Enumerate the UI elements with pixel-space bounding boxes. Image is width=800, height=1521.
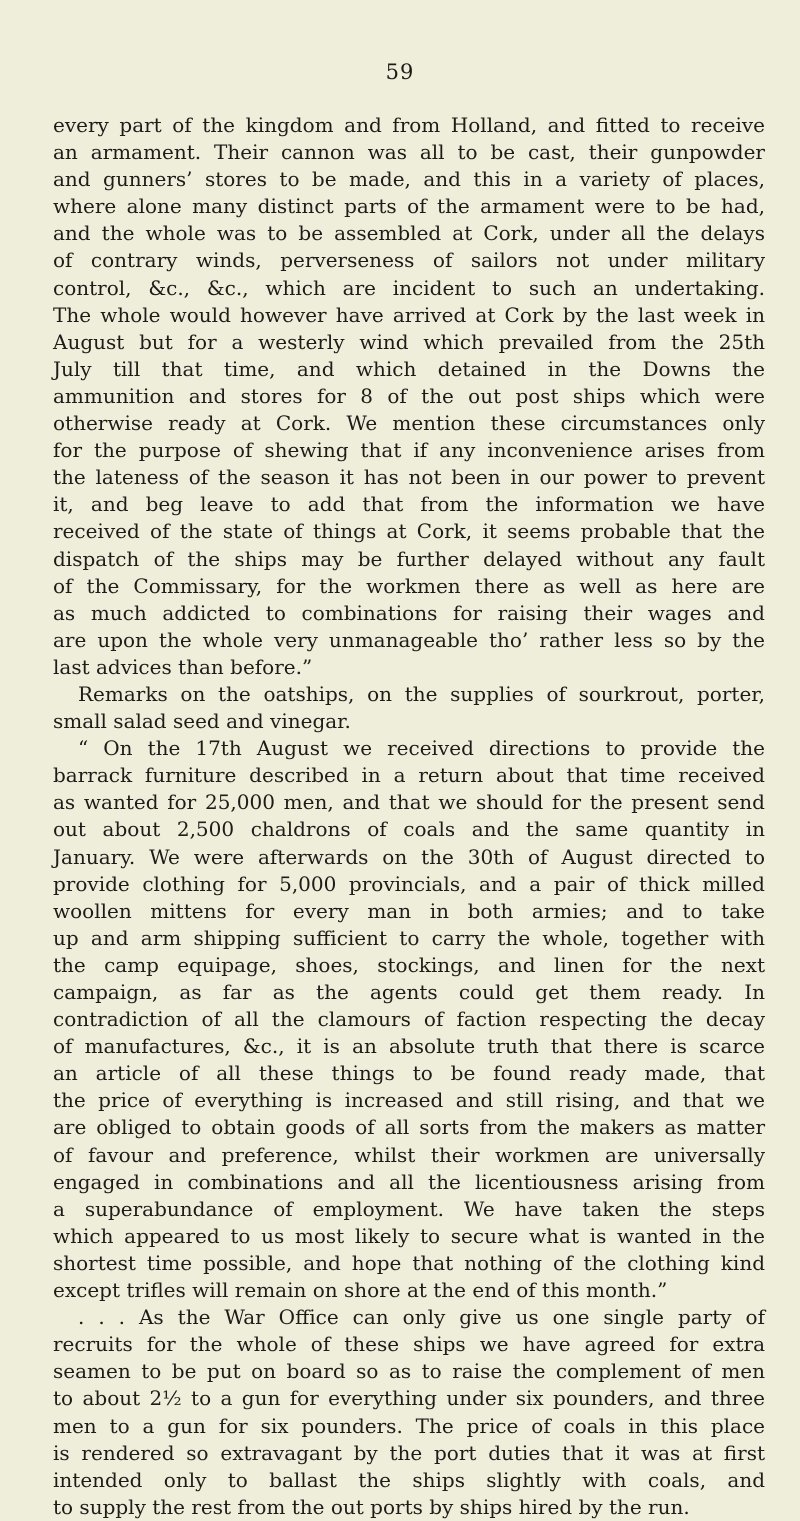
- text-line: to about 2½ to a gun for everything under six pounders, and three: [53, 1386, 765, 1411]
- text-line: are upon the whole very unmanageable tho’ rather less so by the: [53, 627, 765, 652]
- text-line: every part of the kingdom and from Holland, and fitted to receive: [53, 113, 765, 137]
- text-line: shortest time possible, and hope that nothing of the clothing kind: [53, 1250, 765, 1275]
- text-line: which appeared to us most likely to secure what is wanted in the: [53, 1223, 765, 1248]
- text-line: intended only to ballast the ships slightly with coals, and: [53, 1467, 765, 1492]
- text-line: The whole would however have arrived at Cork by the last week in: [53, 302, 765, 327]
- text-line: of the Commissary, for the workmen there as well as here are: [53, 573, 765, 598]
- text-line: woollen mittens for every man in both armies; and to take: [53, 898, 765, 923]
- body-text: [53, 112, 765, 1521]
- text-line: dispatch of the ships may be further delayed without any fault: [53, 546, 765, 571]
- text-line: of contrary winds, perverseness of sailors not under military: [53, 248, 765, 273]
- text-line: of favour and preference, whilst their workmen are universally: [53, 1142, 765, 1167]
- text-line: January. We were afterwards on the 30th of August directed to: [53, 844, 765, 869]
- text-line: and the whole was to be assembled at Cork, under all the delays: [53, 221, 765, 246]
- text-line: an armament. Their cannon was all to be cast, their gunpowder: [53, 140, 765, 165]
- text-line: small salad seed and vinegar.: [53, 709, 351, 734]
- text-line: ammunition and stores for 8 of the out post ships which were: [53, 383, 765, 408]
- text-line: are obliged to obtain goods of all sorts from the makers as matter: [53, 1115, 765, 1140]
- text-line: where alone many distinct parts of the armament were to be had,: [53, 194, 765, 219]
- text-line: last advices than before.”: [53, 654, 313, 679]
- text-line: Remarks on the oatships, on the supplies of sourkrout, porter,: [78, 681, 765, 706]
- text-line: a superabundance of employment. We have taken the steps: [53, 1196, 765, 1221]
- text-line: for the purpose of shewing that if any inconvenience arises from: [53, 438, 765, 463]
- page-number: 59: [385, 60, 415, 84]
- text-line: except trifles will remain on shore at the end of this month.”: [53, 1278, 668, 1303]
- text-line: . . . As the War Office can only give us one single party of: [78, 1305, 765, 1330]
- text-line: out about 2,500 chaldrons of coals and the same quantity in: [53, 817, 765, 842]
- text-line: it, and beg leave to add that from the information we have: [53, 492, 765, 517]
- text-line: men to a gun for six pounders. The price of coals in this place: [53, 1413, 765, 1438]
- text-line: to supply the rest from the out ports by ships hired by the run.: [53, 1494, 690, 1519]
- text-line: July till that time, and which detained in the Downs the: [53, 356, 765, 381]
- text-line: seamen to be put on board so as to raise the complement of men: [53, 1359, 765, 1384]
- text-line: the price of everything is increased and still rising, and that we: [53, 1088, 765, 1113]
- text-line: of manufactures, &c., it is an absolute truth that there is scarce: [53, 1034, 765, 1059]
- text-line: the lateness of the season it has not been in our power to prevent: [53, 465, 765, 490]
- text-line: campaign, as far as the agents could get them ready. In: [53, 980, 765, 1004]
- text-line: otherwise ready at Cork. We mention these circumstances only: [53, 411, 765, 436]
- text-line: “ On the 17th August we received directions to provide the: [78, 736, 765, 761]
- text-line: as wanted for 25,000 men, and that we should for the present send: [53, 790, 765, 815]
- text-line: up and arm shipping sufficient to carry the whole, together with: [53, 925, 765, 950]
- text-line: is rendered so extravagant by the port duties that it was at first: [53, 1440, 765, 1465]
- text-line: the camp equipage, shoes, stockings, and linen for the next: [53, 952, 765, 977]
- text-line: contradiction of all the clamours of faction respecting the decay: [53, 1007, 765, 1032]
- text-line: engaged in combinations and all the licentiousness arising from: [53, 1169, 765, 1194]
- text-line: August but for a westerly wind which prevailed from the 25th: [53, 329, 765, 354]
- text-line: and gunners’ stores to be made, and this in a variety of places,: [53, 167, 765, 192]
- text-line: provide clothing for 5,000 provincials, and a pair of thick milled: [53, 871, 765, 896]
- text-line: control, &c., &c., which are incident to such an undertaking.: [53, 275, 765, 300]
- text-line: as much addicted to combinations for raising their wages and: [53, 600, 765, 625]
- text-line: recruits for the whole of these ships we have agreed for extra: [53, 1332, 765, 1357]
- text-line: barrack furniture described in a return about that time received: [53, 763, 765, 788]
- text-line: received of the state of things at Cork, it seems probable that the: [53, 519, 765, 544]
- text-line: an article of all these things to be found ready made, that: [53, 1061, 765, 1086]
